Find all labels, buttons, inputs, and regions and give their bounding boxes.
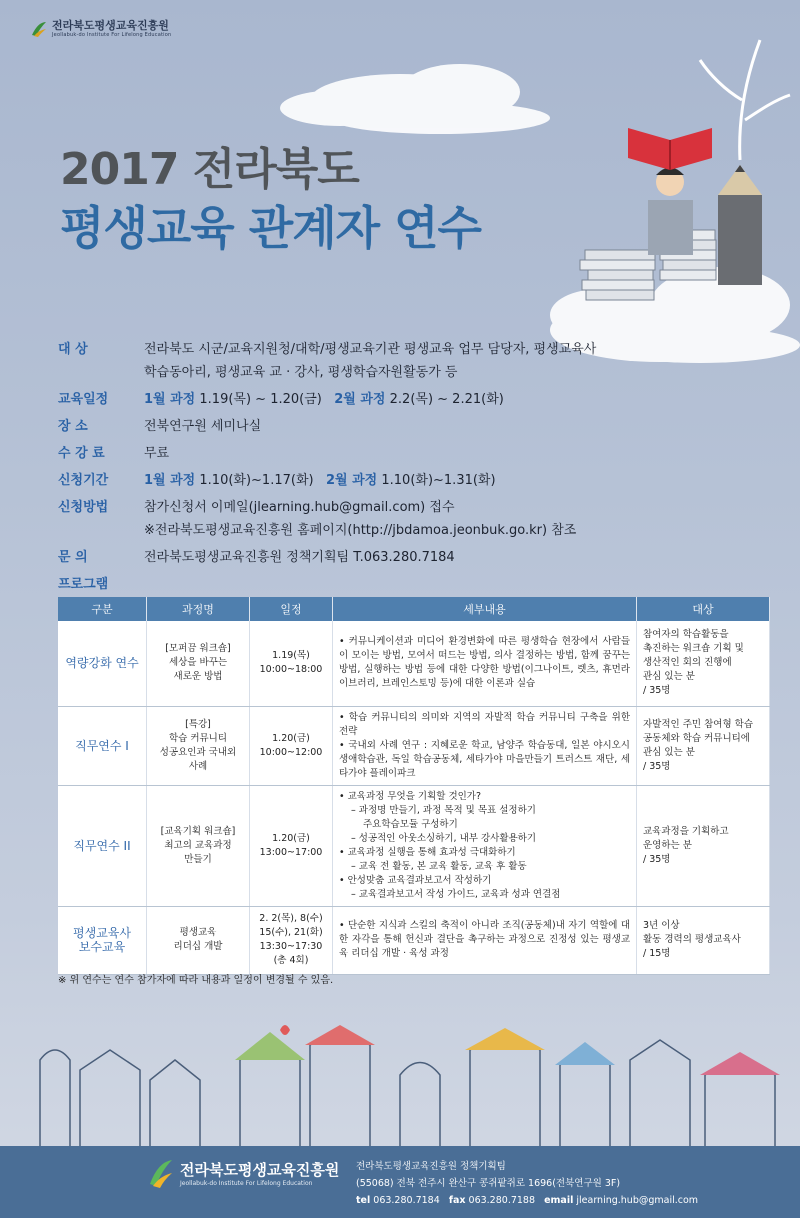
row-category: [58, 906, 147, 974]
target-line: 참여자의 학습활동을: [643, 629, 729, 641]
target-line: / 15명: [643, 948, 671, 959]
row-target: [637, 906, 770, 974]
detail-item: – 교육 전 활동, 본 교육 활동, 교육 후 활동: [351, 860, 527, 872]
date-line: 15(수), 21(화): [259, 927, 323, 938]
org-logo[interactable]: [30, 20, 171, 38]
row-category: 직무연수 I: [58, 706, 147, 785]
target-value: [144, 338, 618, 384]
apply-c2-value: 1.10(화)~1.31(화): [381, 473, 496, 488]
contact-label: 문 의: [58, 550, 88, 565]
detail-item: • 커뮤니케이션과 미디어 환경변화에 따른 평생학습 현장에서 사람들이 모이는 방법, 모여서 떠드는 방법, 의사 결정하는 방법, 함께 꿈꾸는 방법, 실행하는 방법 등에 대한 다양한 방법(이그나이트, 렛츠, 휴먼라이브러리, 브레인스토밍 등)에 대한 이론과 실습: [339, 636, 630, 690]
date-line: (총 4회): [273, 955, 309, 966]
target-line: / 35명: [643, 685, 671, 697]
detail-item: • 안성맞춤 교육결과보고서 작성하기: [339, 874, 492, 886]
header-target: 대상: [637, 597, 770, 621]
target-label: 대 상: [58, 342, 88, 357]
course-line: 세상을 바꾸는: [168, 657, 228, 669]
target-row: [58, 338, 618, 384]
detail-item: – 과정명 만들기, 과정 목적 및 목표 설정하기: [351, 804, 536, 816]
schedule-c2-label: 2월 과정: [334, 392, 386, 407]
footer-addr-line-1: 전라북도평생교육진흥원 정책기획팀: [356, 1161, 506, 1172]
row-category: 직무연수 II: [58, 785, 147, 906]
header-course: 과정명: [147, 597, 250, 621]
fee-label: 수 강 료: [58, 446, 105, 461]
table-row: [58, 706, 770, 785]
target-line: 관심 있는 분: [643, 746, 695, 758]
apply-method-line-1[interactable]: 참가신청서 이메일(jlearning.hub@gmail.com) 접수: [144, 500, 455, 515]
apply-c1-value: 1.10(화)~1.17(화): [199, 473, 314, 488]
date-line: 10:00~18:00: [259, 664, 323, 676]
program-label: 프로그램: [58, 577, 109, 592]
row-course: [147, 621, 250, 706]
row-course: [147, 906, 250, 974]
footer-logo-mark-icon: [148, 1158, 174, 1188]
target-line: 활동 경력의 평생교육사: [643, 934, 741, 945]
footer-org-name: 전라북도평생교육진흥원: [180, 1161, 340, 1179]
row-details: [333, 706, 637, 785]
row-target: [637, 785, 770, 906]
row-details: [333, 621, 637, 706]
schedule-c2-value: 2.2(목) ~ 2.21(화): [389, 392, 504, 407]
detail-item: – 교육결과보고서 작성 가이드, 교육과 성과 연결점: [351, 888, 561, 900]
footer-addr-line-2: (55068) 전북 전주시 완산구 콩쥐팥쥐로 1696(전북연구원 3F): [356, 1178, 621, 1189]
course-line: 성공요인과 국내외: [159, 746, 237, 758]
course-line: 새로운 방법: [173, 671, 223, 683]
footer-contact-line: [356, 1192, 698, 1209]
target-line: 3년 이상: [643, 920, 680, 931]
apply-period-value: [144, 469, 618, 492]
row-date: [250, 906, 333, 974]
row-target: [637, 706, 770, 785]
course-line: 최고의 교육과정: [164, 839, 232, 851]
table-row: [58, 621, 770, 706]
course-line: [특강]: [185, 718, 211, 730]
fee-row: [58, 442, 618, 465]
email-value[interactable]: jlearning.hub@gmail.com: [576, 1195, 699, 1206]
schedule-c1-label: 1월 과정: [144, 392, 196, 407]
footer-logo[interactable]: [148, 1158, 339, 1188]
fee-value: 무료: [144, 446, 170, 461]
target-line: 촉진하는 워크숍 기획 및: [643, 643, 744, 655]
contact-row: [58, 546, 618, 569]
apply-method-row: [58, 496, 618, 542]
table-header-row: [58, 597, 770, 621]
date-line: 2. 2(목), 8(수): [259, 913, 323, 924]
place-label: 장 소: [58, 419, 88, 434]
footer-org-name-en: Jeollabuk-do Institute For Lifelong Education: [180, 1180, 313, 1187]
target-line: 관심 있는 분: [643, 671, 695, 683]
course-line: 만들기: [184, 853, 212, 865]
header-details: 세부내용: [333, 597, 637, 621]
schedule-row: [58, 388, 618, 411]
schedule-c1-value: 1.19(목) ~ 1.20(금): [199, 392, 322, 407]
date-line: 1.19(목): [272, 650, 310, 662]
org-logo-mark-icon: [30, 20, 48, 38]
header-category: 구분: [58, 597, 147, 621]
schedule-value: [144, 388, 618, 411]
row-course: [147, 785, 250, 906]
contact-value: 전라북도평생교육진흥원 정책기획팀 T.063.280.7184: [144, 550, 455, 565]
course-line: 학습 커뮤니티: [168, 732, 228, 744]
row-category: 역량강화 연수: [58, 621, 147, 706]
detail-item: • 학습 커뮤니티의 의미와 지역의 자발적 학습 커뮤니티 구축을 위한 전략: [339, 711, 630, 737]
row-details: [333, 785, 637, 906]
table-row: [58, 785, 770, 906]
program-row: [58, 573, 618, 596]
tel-value: 063.280.7184: [373, 1195, 440, 1206]
apply-method-value: [144, 496, 618, 542]
course-line: 사례: [188, 760, 208, 772]
apply-c1-label: 1월 과정: [144, 473, 196, 488]
tel-label: tel: [356, 1195, 371, 1206]
fax-value: 063.280.7188: [468, 1195, 536, 1206]
date-line: 10:00~12:00: [259, 746, 323, 758]
row-target: [637, 621, 770, 706]
roof-decorations: [235, 1025, 780, 1075]
org-name: 전라북도평생교육진흥원: [52, 19, 169, 32]
target-line: 자발적인 주민 참여형 학습: [643, 718, 754, 730]
detail-item: • 교육과정 무엇을 기획할 것인가?: [339, 790, 482, 802]
category-line: 보수교육: [78, 940, 126, 954]
apply-period-row: [58, 469, 618, 492]
target-line: 공동체와 학습 커뮤니티에: [643, 732, 750, 744]
row-course: [147, 706, 250, 785]
row-date: [250, 706, 333, 785]
fax-label: fax: [448, 1195, 466, 1206]
apply-method-line-2[interactable]: ※전라북도평생교육진흥원 홈페이지(http://jbdamoa.jeonbuk.go.kr) 참조: [144, 523, 577, 538]
detail-item: • 단순한 지식과 스킬의 축적이 아니라 조직(공동체)내 자기 역할에 대한 자각을 통해 헌신과 결단을 촉구하는 과정으로 진정성 있는 평생교육 리더십 개발 · 육성 과정: [339, 920, 630, 959]
course-line: 평생교육: [179, 927, 217, 938]
date-line: 1.20(금): [272, 832, 310, 844]
header-date: 일정: [250, 597, 333, 621]
target-line-1: 전라북도 시군/교육지원청/대학/평생교육기관 평생교육 업무 담당자, 평생교육사: [144, 342, 597, 357]
email-label: email: [544, 1195, 574, 1206]
date-line: 1.20(금): [272, 732, 310, 744]
apply-period-label: 신청기간: [58, 473, 109, 488]
detail-item: • 국내외 사례 연구 : 지혜로운 학교, 남양주 학습동대, 일본 야시오시 생애학습관, 독일 학습공동체, 세타가야 마을만들기 트러스트 재단, 세타가야 플레이파크: [339, 739, 630, 779]
course-line: [모퍼끔 워크숍]: [165, 643, 231, 655]
category-line: 평생교육사: [73, 926, 131, 940]
title-line-2: 평생교육 관계자 연수: [60, 201, 481, 255]
course-line: [교육기획 워크숍]: [160, 825, 236, 837]
org-name-en: Jeollabuk-do Institute For Lifelong Education: [52, 32, 172, 38]
apply-method-label: 신청방법: [58, 500, 109, 515]
row-date: [250, 785, 333, 906]
date-line: 13:30~17:30: [259, 941, 323, 952]
info-block: [58, 338, 618, 600]
place-row: [58, 415, 618, 438]
title-line-1: 2017 전라북도: [60, 144, 359, 195]
target-line: 생산적인 회의 진행에: [643, 657, 732, 669]
course-line: 리더십 개발: [173, 941, 223, 952]
footer-address: [356, 1158, 698, 1209]
schedule-label: 교육일정: [58, 392, 109, 407]
houses-illustration: [40, 1030, 775, 1146]
target-line: / 35명: [643, 853, 671, 865]
program-table: [58, 597, 770, 975]
footer: [0, 1146, 800, 1218]
target-line: / 35명: [643, 760, 671, 772]
table-row: [58, 906, 770, 974]
place-value: 전북연구원 세미나실: [144, 419, 262, 434]
row-date: [250, 621, 333, 706]
target-line: 운영하는 분: [643, 839, 692, 851]
target-line-2: 학습동아리, 평생교육 교 · 강사, 평생학습자원활동가 등: [144, 365, 458, 380]
date-line: 13:00~17:00: [259, 846, 323, 858]
target-line: 교육과정을 기획하고: [643, 825, 729, 837]
detail-item: – 성공적인 아웃소싱하기, 내부 강사활용하기: [351, 832, 537, 844]
apply-c2-label: 2월 과정: [325, 473, 378, 488]
detail-item: • 교육과정 실행을 통해 효과성 극대화하기: [339, 846, 516, 858]
row-details: [333, 906, 637, 974]
detail-item: 주요학습모듈 구성하기: [363, 818, 458, 830]
footnote: ※ 위 연수는 연수 참가자에 따라 내용과 일정이 변경될 수 있음.: [58, 975, 334, 986]
